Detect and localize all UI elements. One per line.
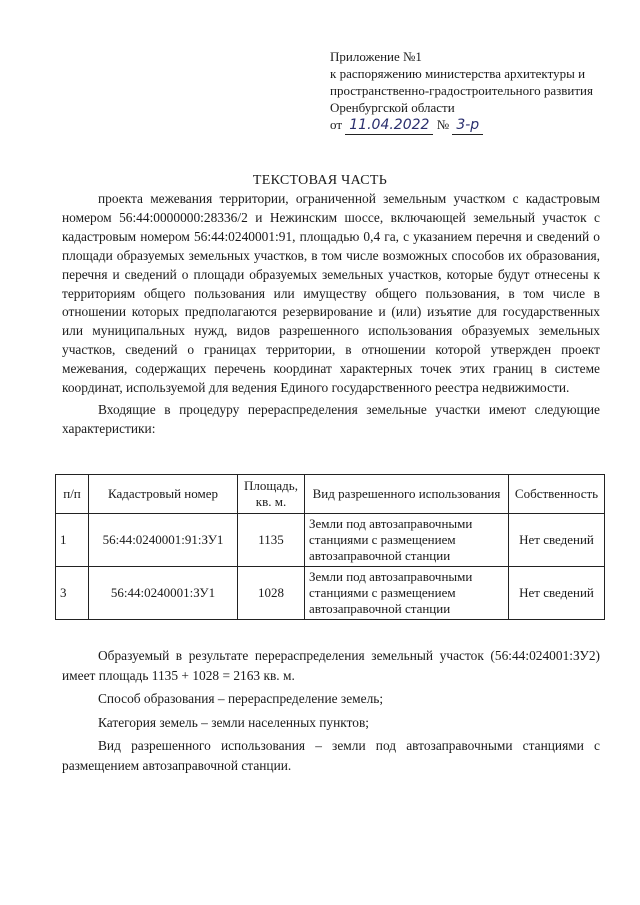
handwritten-date: 11.04.2022 [345,117,433,135]
cell-num: 3 [56,567,89,620]
cell-cadastral: 56:44:0240001:ЗУ1 [89,567,238,620]
document-title: ТЕКСТОВАЯ ЧАСТЬ [252,173,388,188]
cell-cadastral: 56:44:0240001:91:ЗУ1 [89,514,238,567]
cell-ownership: Нет сведений [509,514,605,567]
result-paragraph: Образуемый в результате перераспределения земельный участок (56:44:024001:ЗУ2) имеет площадь 1135 + 1028 = 2163 кв. м. [62,648,600,683]
parcels-table [55,474,605,620]
appendix-date-line [330,116,630,135]
header-cadastral: Кадастровый номер [89,475,238,514]
header-ownership: Собственность [509,475,605,514]
number-prefix: № [436,117,450,132]
use-line: Вид разрешенного использования – земли под автозаправочными станциями с размещением автозаправочной станции. [62,738,600,773]
cell-use: Земли под автозаправочными станциями с размещением автозаправочной станции [305,567,509,620]
header-num: п/п [56,475,89,514]
table-header-row [56,475,605,514]
method-line: Способ образования – перераспределение земель; [98,691,384,706]
table-row [56,514,605,567]
appendix-title: Приложение №1 [330,49,422,64]
table-intro-paragraph: Входящие в процедуру перераспределения земельные участки имеют следующие характеристики: [62,401,600,436]
cell-ownership: Нет сведений [509,567,605,620]
result-section [62,646,600,779]
intro-section [62,190,600,439]
appendix-line-order: к распоряжению министерства архитектуры и [330,66,586,81]
cell-area: 1028 [238,567,305,620]
intro-paragraph: проекта межевания территории, ограниченной земельным участком с кадастровым номером 56:44:0000000:28336/2 и Нежинским шоссе, включающей земельный участок с кадастровым номером 56:44:0240001:91, площадью 0,4 га, с указанием перечня и сведений о площади образуемых земельных участков, в том числе возможных способов их образования, перечня и сведений о площади образуемых земельных участков, которые будут отнесены к территориям общего пользования или имуществу общего пользования, в том числе в отношении которых предполагаются резервирование и (или) изъятие для государственных или муниципальных нужд, видов разрешенного использования образуемых земельных участков, сведений о границах территории, в отношении которой утвержден проект межевания, содержащих перечень координат характерных точек этих границ в системе координат, используемой для ведения Единого государственного реестра недвижимости. [62,191,600,396]
header-area: Площадь, кв. м. [238,475,305,514]
appendix-line-region: Оренбургской области [330,100,455,115]
appendix-header [330,48,630,135]
category-line: Категория земель – земли населенных пунктов; [98,714,370,730]
handwritten-number: 3-р [452,117,483,135]
cell-area: 1135 [238,514,305,567]
cell-use: Земли под автозаправочными станциями с размещением автозаправочной станции [305,514,509,567]
table-row [56,567,605,620]
date-prefix: от [330,117,343,132]
appendix-line-ministry: пространственно-градостроительного развития [330,83,593,98]
cell-num: 1 [56,514,89,567]
header-use: Вид разрешенного использования [305,475,509,514]
